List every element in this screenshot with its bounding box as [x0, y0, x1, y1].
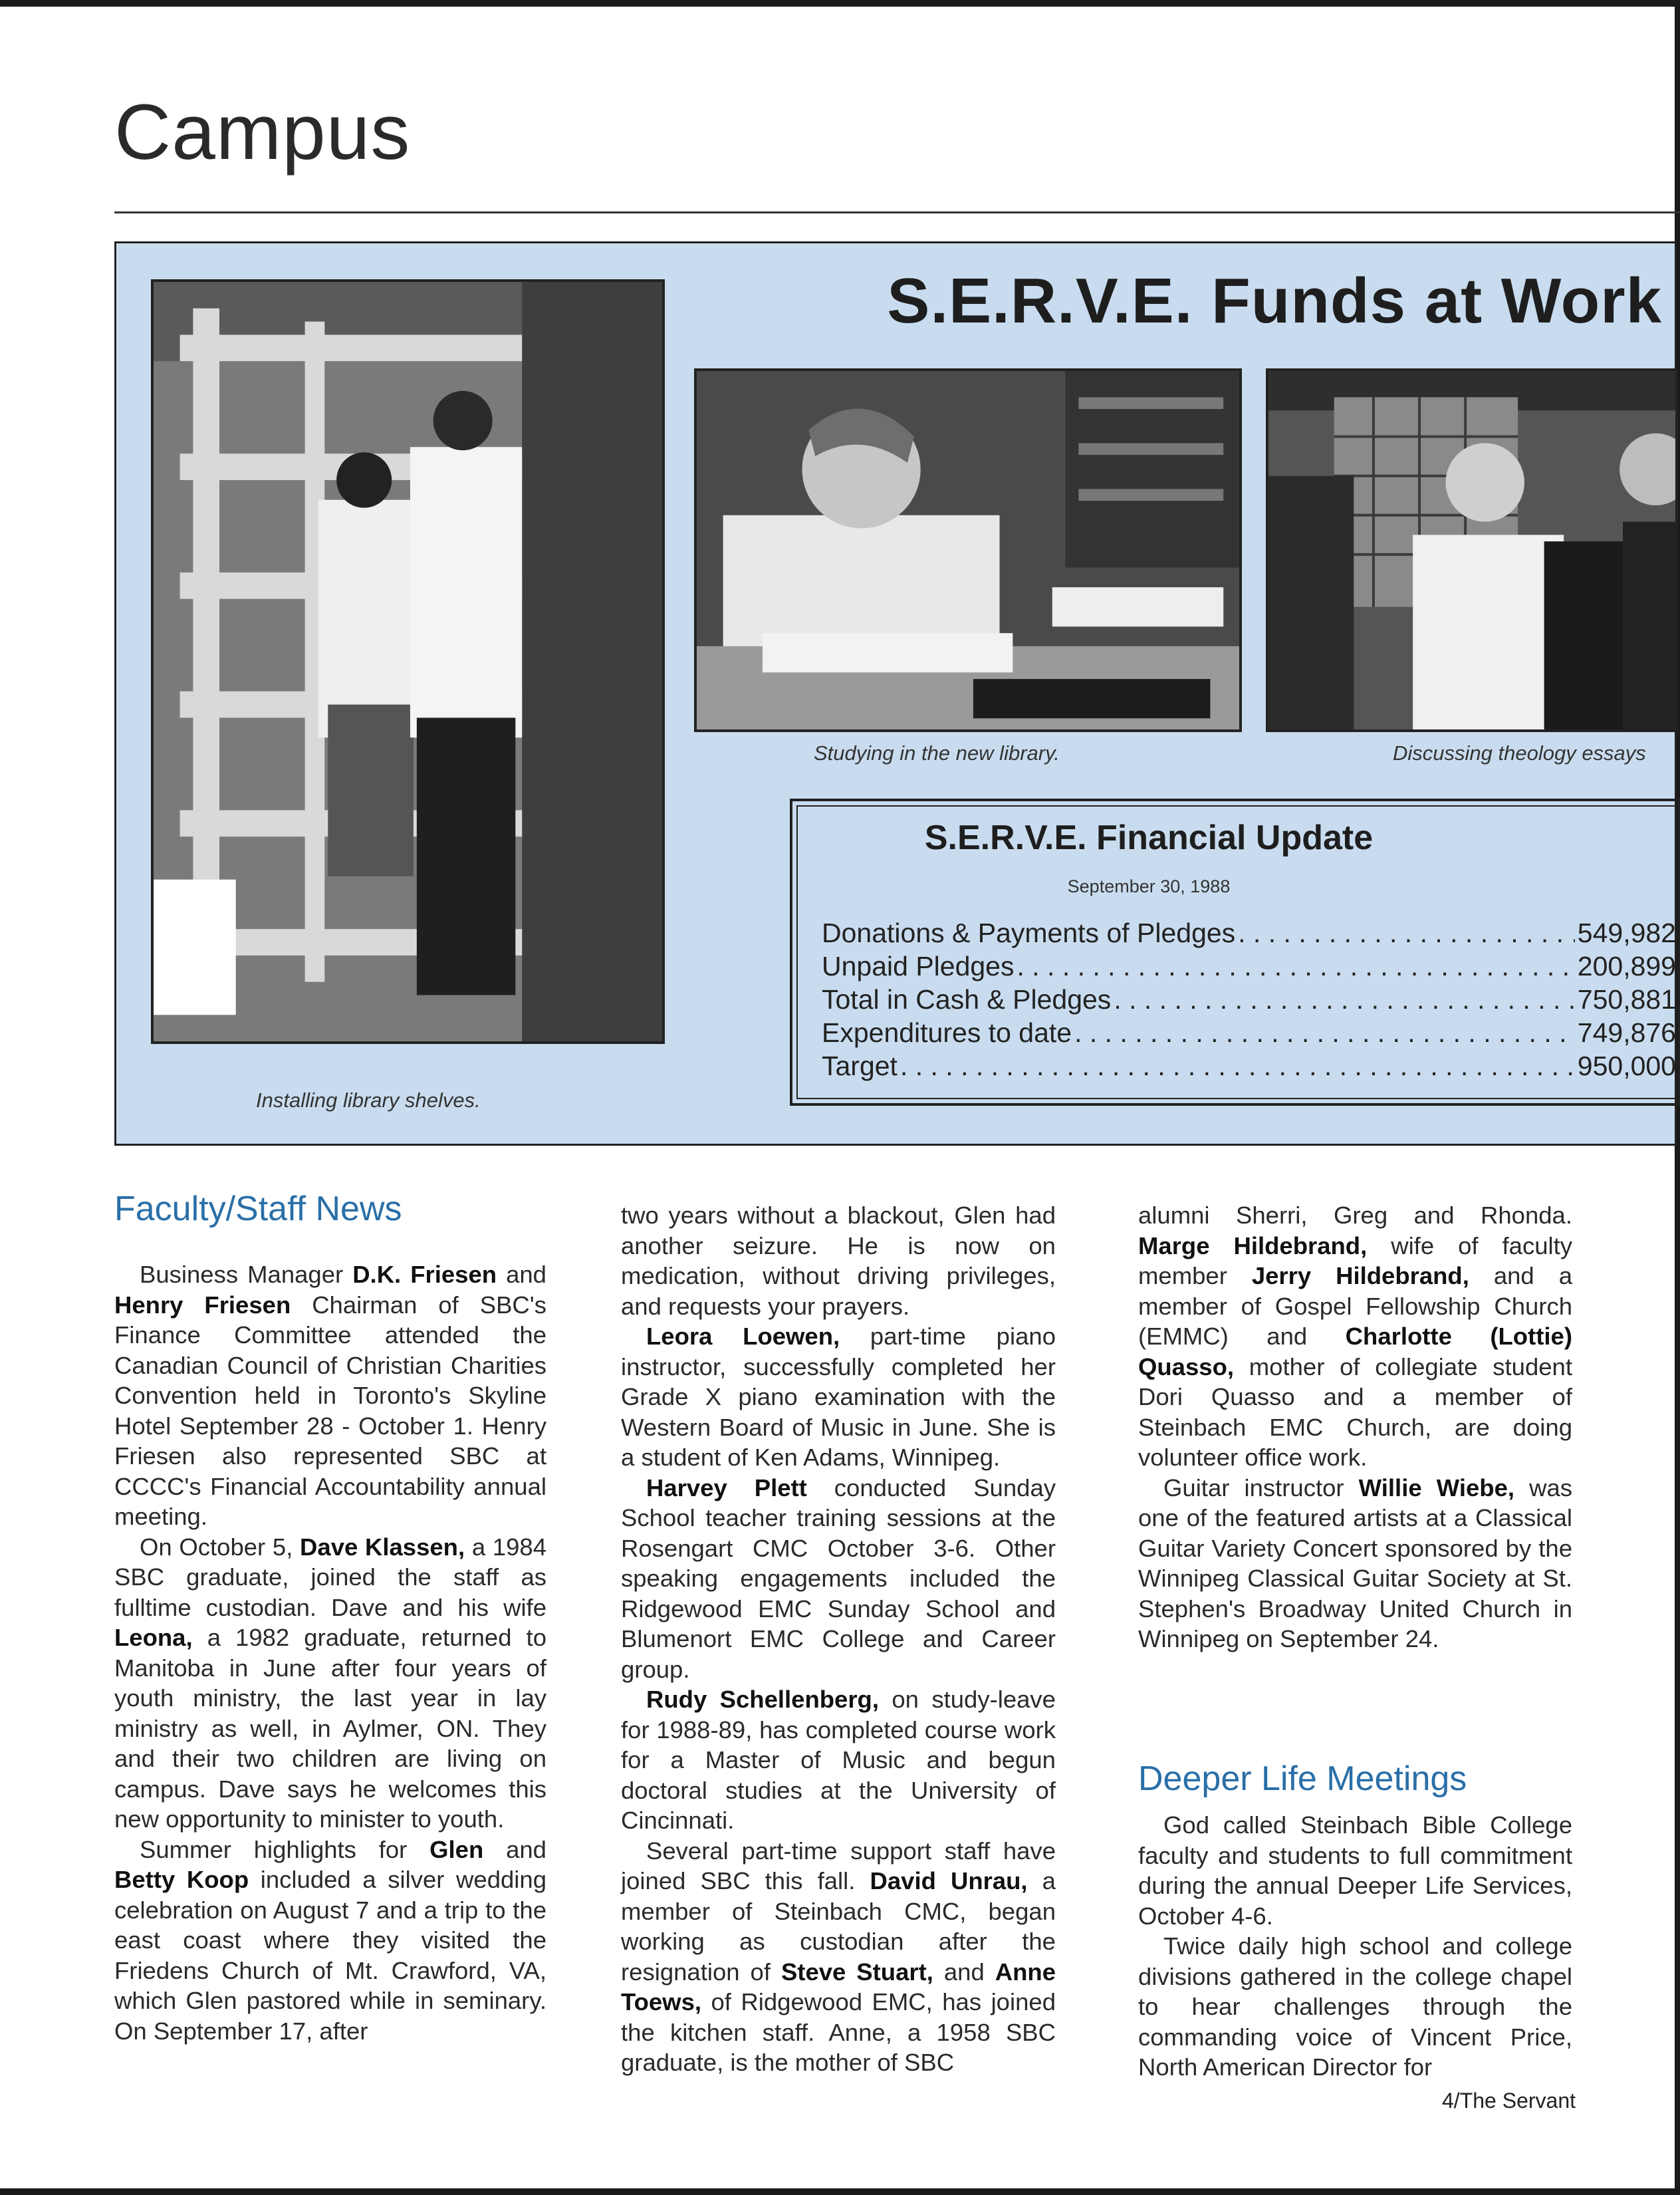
financial-row-label: Target: [822, 1051, 898, 1081]
paragraph: [1138, 1931, 1572, 2083]
text-run: alumni Sherri, Greg and Rhonda.: [1138, 1202, 1572, 1229]
person-name: Harvey Plett: [646, 1474, 807, 1501]
text-run: mother of collegiate student Dori Quasso and a member of Steinbach EMC Church, are doing volunteer office work.: [1138, 1353, 1572, 1471]
text-run: part-time piano instructor, successfully completed her Grade X piano examination with the Western Board of Music in June. She is a student of Ken Adams, Winnipeg.: [621, 1323, 1056, 1471]
bottom-border: [0, 2188, 1680, 2195]
text-run: was one of the featured artists at a Classical Guitar Variety Concert sponsored by the Winnipeg Classical Guitar Society at St. Stephen's Broadway United Church in Winnipeg on September 24.: [1138, 1474, 1572, 1652]
financial-date: September 30, 1988: [1067, 876, 1231, 896]
text-run: On October 5,: [140, 1533, 300, 1561]
text-run: Several part-time support staff have joined SBC this fall.: [621, 1837, 1056, 1894]
paragraph: [114, 1259, 546, 1532]
text-run: Summer highlights for: [140, 1835, 430, 1863]
paragraph: [1138, 1200, 1572, 1473]
paragraph: [1138, 1810, 1572, 1931]
deeper-life-column: [1138, 1810, 1572, 2083]
caption-installing-shelves: Installing library shelves.: [256, 1089, 481, 1112]
text-run: Business Manager: [140, 1261, 353, 1288]
text-run: Chairman of SBC's Finance Committee attended the Canadian Council of Christian Charities Convention held in Toronto's Skyline Hotel September 28 - October 1. Henry Friesen also represented SBC at CCCC's Financial Accountability annual meeting.: [114, 1291, 547, 1530]
person-name: Marge Hildebrand,: [1138, 1231, 1368, 1259]
person-name: Betty Koop: [114, 1866, 249, 1893]
financial-row: [822, 951, 1676, 984]
faculty-heading: Faculty/Staff News: [114, 1190, 402, 1228]
dot-leader: [1114, 984, 1574, 1015]
person-name: Willie Wiebe,: [1358, 1474, 1515, 1501]
dot-leader: [1238, 918, 1575, 949]
text-run: and: [497, 1261, 546, 1288]
financial-row-label: Donations & Payments of Pledges: [822, 918, 1236, 948]
text-run: Twice daily high school and college divisions gathered in the college chapel to hear challenges through the commanding voice of Vincent Price, North American Director for: [1138, 1932, 1572, 2081]
text-run: Guitar instructor: [1163, 1474, 1359, 1501]
text-run: a 1982 graduate, returned to Manitoba in June after four years of youth ministry, the last year in lay ministry as well, in Aylmer, ON. They and their two children are living on campus. Dave says he welcomes this new opportunity to minister to youth.: [114, 1624, 546, 1833]
person-name: Henry Friesen: [114, 1291, 291, 1319]
financial-row: [822, 1051, 1676, 1084]
financial-row: [822, 1017, 1676, 1051]
financial-row-label: Expenditures to date: [822, 1017, 1072, 1048]
top-border: [0, 0, 1680, 7]
faculty-column-1: [114, 1259, 546, 2046]
dot-leader: [900, 1051, 1575, 1082]
person-name: Anne Toews,: [621, 1958, 1056, 2015]
paragraph: [1138, 1473, 1572, 1654]
financial-row-value: 749,876: [1577, 1017, 1676, 1048]
person-name: Leona,: [114, 1624, 193, 1651]
financial-row-value: 750,881: [1577, 984, 1676, 1015]
section-title: Campus: [114, 88, 411, 176]
paragraph: [114, 1835, 546, 2047]
text-run: conducted Sunday School teacher training sessions at the Rosengart CMC October 3-6. Other speaking engagements included the Ridgewood EMC Sunday School and Blumenort EMC College and Career group.: [621, 1474, 1056, 1683]
financial-row: [822, 984, 1676, 1017]
photo-installing-shelves: [151, 279, 665, 1044]
person-name: Rudy Schellenberg,: [646, 1686, 879, 1713]
financial-row-value: 950,000: [1577, 1051, 1676, 1081]
financial-row-label: Total in Cash & Pledges: [822, 984, 1112, 1015]
text-run: God called Steinbach Bible College faculty and students to full commitment during the annual Deeper Life Services, October 4-6.: [1138, 1811, 1572, 1930]
caption-studying: Studying in the new library.: [814, 741, 1060, 765]
paragraph: [621, 1836, 1056, 2078]
financial-row-label: Unpaid Pledges: [822, 951, 1015, 981]
person-name: Steve Stuart,: [780, 1958, 933, 1986]
paragraph: [621, 1321, 1056, 1473]
text-run: and a member of Gospel Fellowship Church (EMMC) and: [1138, 1262, 1572, 1350]
deeper-life-heading: Deeper Life Meetings: [1138, 1759, 1467, 1798]
text-run: on study-leave for 1988-89, has completed course work for a Master of Music and begun doctoral studies at the University of Cincinnati.: [621, 1686, 1056, 1834]
text-run: two years without a blackout, Glen had another seizure. He is now on medication, without driving privileges, and requests your prayers.: [621, 1202, 1056, 1320]
photo-discussing: [1266, 368, 1678, 732]
feature-title: S.E.R.V.E. Funds at Work: [887, 265, 1662, 336]
financial-row-value: 200,899: [1577, 951, 1676, 981]
person-name: Dave Klassen,: [300, 1533, 465, 1561]
text-run: and: [483, 1835, 546, 1863]
person-name: Glen: [429, 1835, 484, 1863]
text-run: of Ridgewood EMC, has joined the kitchen staff. Anne, a 1958 SBC graduate, is the mother of SBC: [621, 1988, 1056, 2076]
dot-leader: [1074, 1017, 1575, 1049]
text-run: and: [933, 1958, 995, 1986]
paragraph: [621, 1200, 1056, 1321]
financial-title: S.E.R.V.E. Financial Update: [924, 819, 1374, 857]
paragraph: [621, 1684, 1056, 1836]
section-rule: [114, 211, 1680, 213]
text-run: wife of faculty member: [1138, 1231, 1572, 1289]
photo-studying: [694, 368, 1242, 732]
person-name: Jerry Hildebrand,: [1251, 1262, 1469, 1289]
faculty-column-2: [621, 1200, 1056, 2078]
paragraph: [621, 1473, 1056, 1685]
text-run: included a silver wedding celebration on August 7 and a trip to the east coast where they visited the Friedens Church of Mt. Crawford, VA, which Glen pastored while in seminary. On September 17, after: [114, 1866, 547, 2045]
person-name: Charlotte (Lottie) Quasso,: [1138, 1323, 1572, 1380]
text-run: a 1984 SBC graduate, joined the staff as fulltime custodian. Dave and his wife: [114, 1533, 546, 1621]
text-run: a member of Steinbach CMC, began working as custodian after the resignation of: [621, 1867, 1056, 1986]
dot-leader: [1017, 951, 1574, 982]
paragraph: [114, 1532, 546, 1835]
financial-row: [822, 918, 1676, 951]
person-name: Leora Loewen,: [646, 1323, 840, 1350]
caption-discussing: Discussing theology essays: [1393, 741, 1646, 765]
page-folio: 4/The Servant: [1442, 2089, 1576, 2113]
faculty-column-3: [1138, 1200, 1572, 1654]
person-name: David Unrau,: [870, 1867, 1028, 1894]
financial-row-value: 549,982: [1577, 918, 1676, 948]
person-name: D.K. Friesen: [352, 1261, 497, 1288]
